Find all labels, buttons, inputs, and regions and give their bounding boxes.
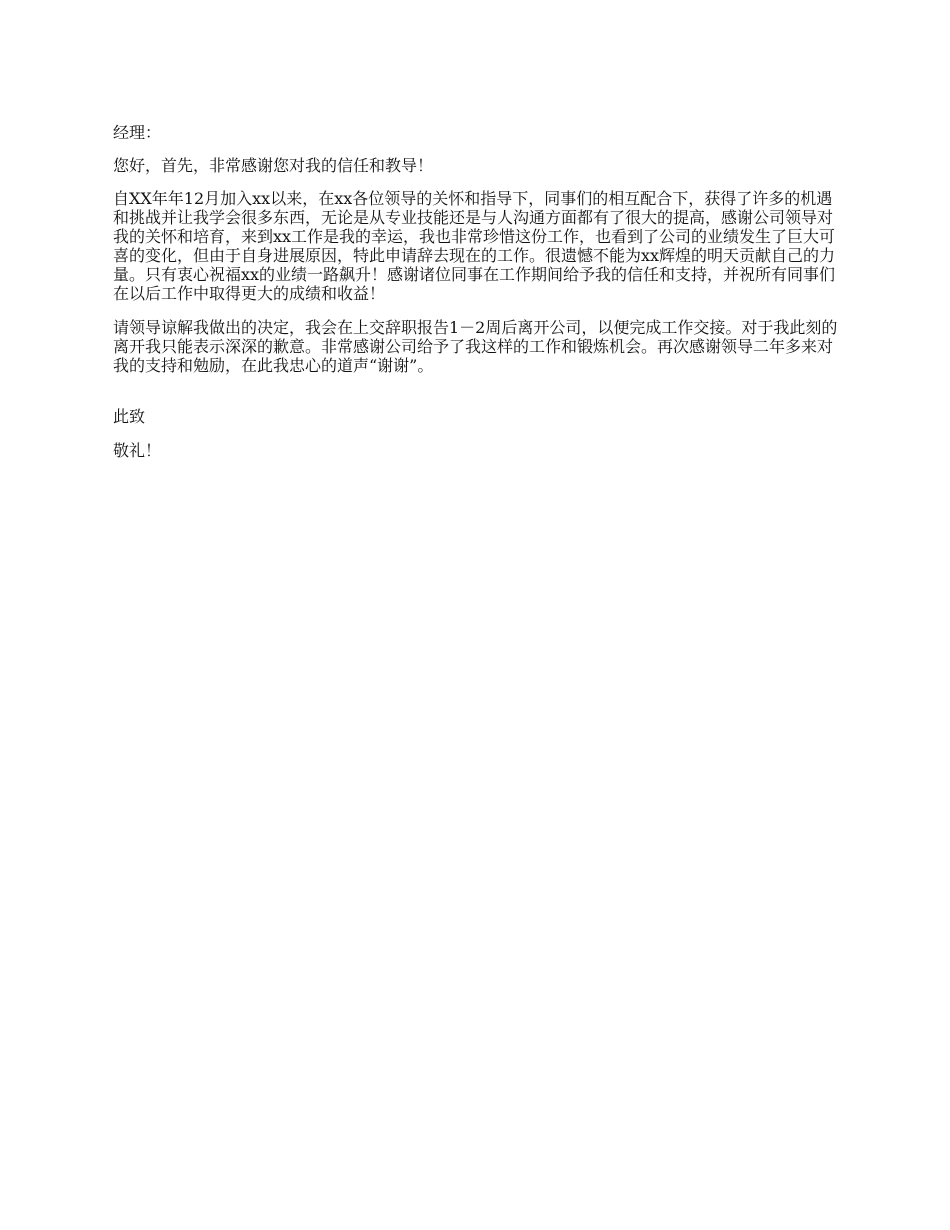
letter-body — [113, 123, 840, 460]
paragraph-1: 自XX年年12月加入xx以来，在xx各位领导的关怀和指导下，同事们的相互配合下，获得了许多的机遇和挑战并让我学会很多东西，无论是从专业技能还是与人沟通方面都有了很大的提高，感谢公司领导对我的关怀和培育，来到xx工作是我的幸运，我也非常珍惜这份工作，也看到了公司的业绩发生了巨大可喜的变化，但由于自身进展原因，特此申请辞去现在的工作。很遗憾不能为xx辉煌的明天贡献自己的力量。只有衷心祝福xx的业绩一路飙升！感谢诸位同事在工作期间给予我的信任和支持，并祝所有同事们在以后工作中取得更大的成绩和收益！ — [113, 189, 836, 303]
spacer — [113, 375, 840, 407]
paragraph-2: 请领导谅解我做出的决定，我会在上交辞职报告1－2周后离开公司，以便完成工作交接。对于我此刻的离开我只能表示深深的歉意。非常感谢公司给予了我这样的工作和锻炼机会。再次感谢领导二年多来对我的支持和勉励，在此我忠心的道声“谢谢”。 — [113, 318, 838, 375]
regards: 敬礼！ — [113, 441, 162, 460]
salutation: 经理： — [113, 123, 162, 142]
closing: 此致 — [113, 407, 146, 426]
greeting: 您好，首先，非常感谢您对我的信任和教导！ — [113, 156, 434, 175]
